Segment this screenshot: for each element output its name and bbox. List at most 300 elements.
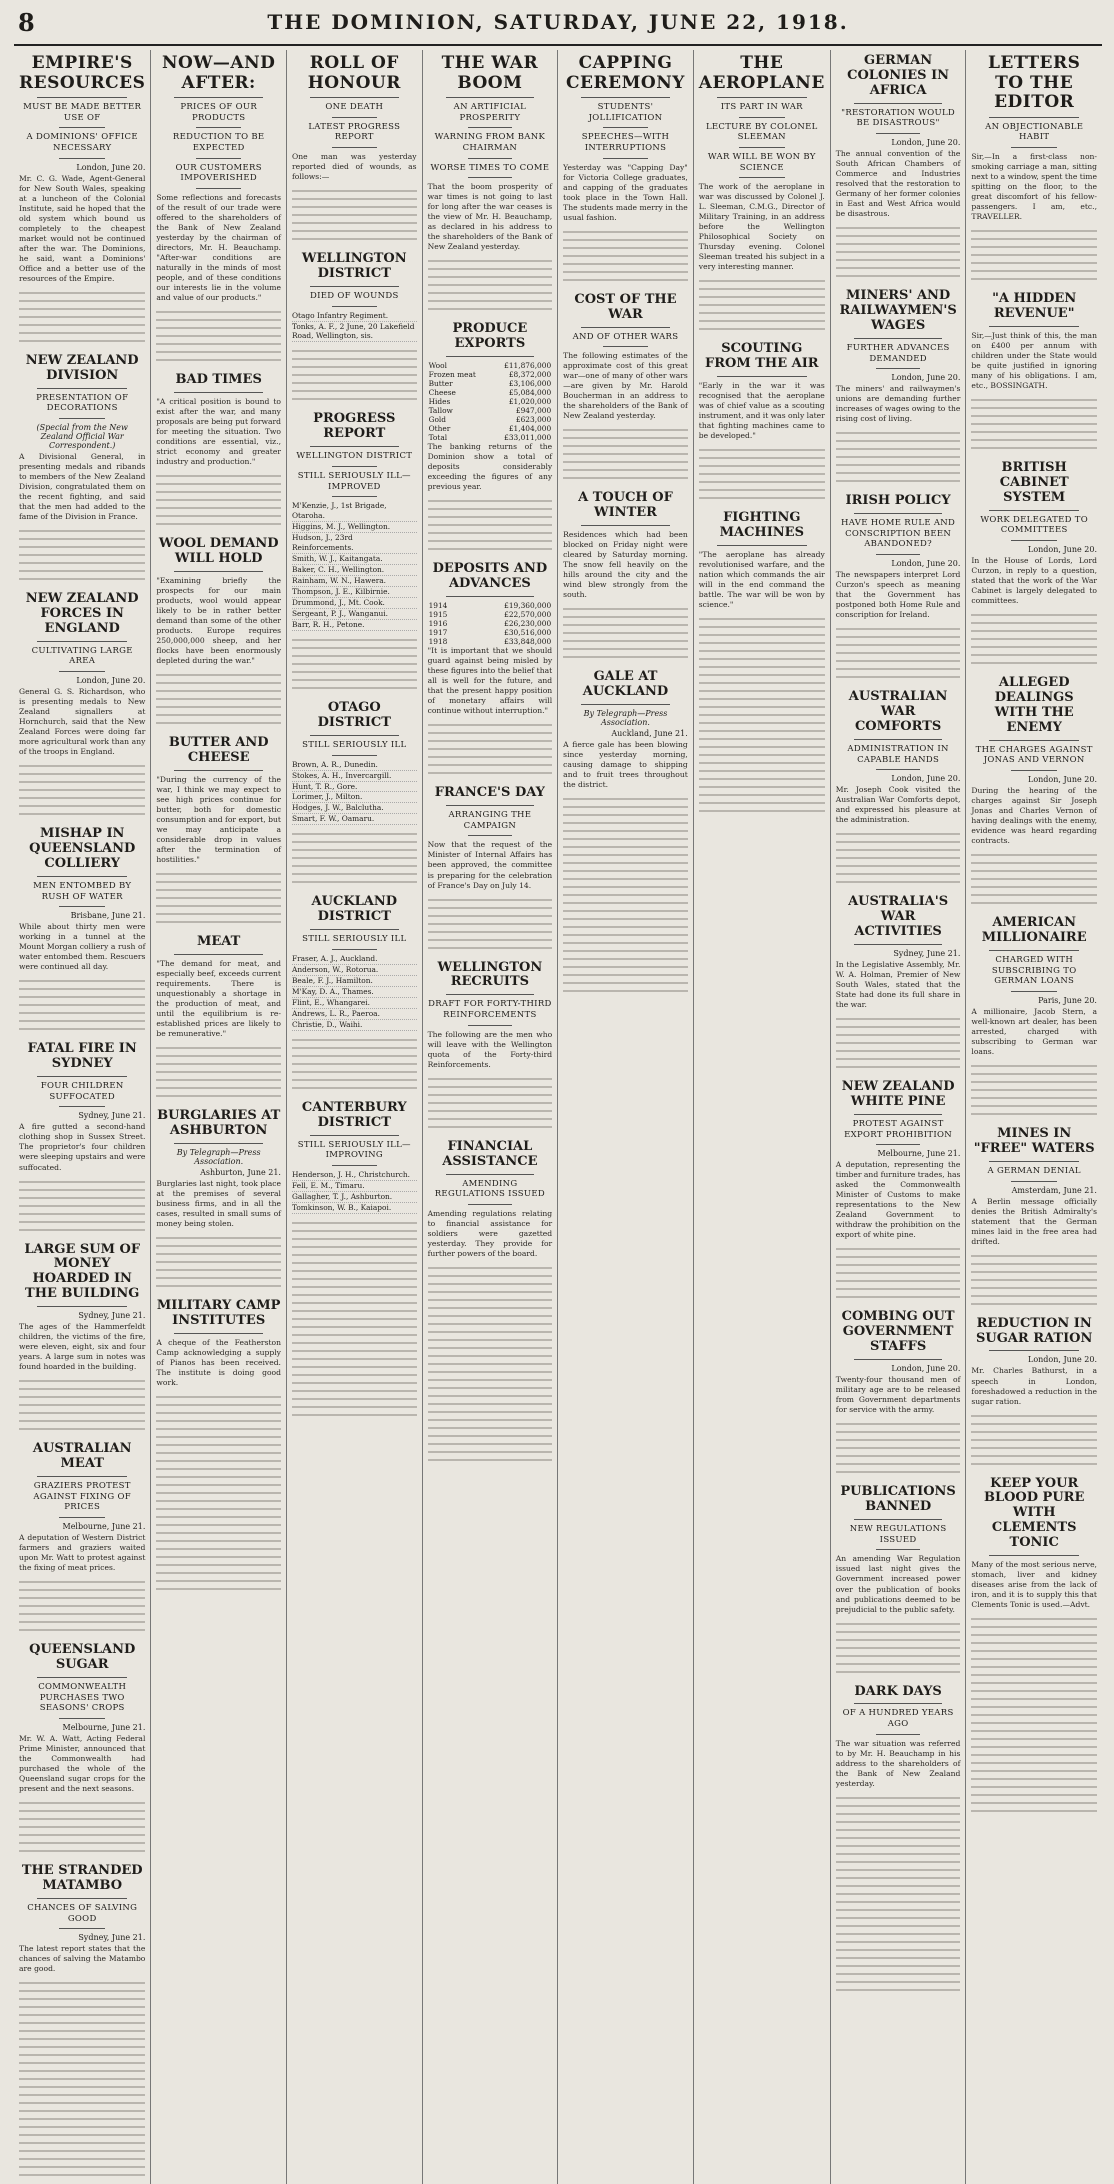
list-item: Hodges, J. W., Balclutha. [292, 803, 417, 814]
list-item: Smith, W. J., Kaitangata. [292, 554, 417, 565]
article [699, 342, 825, 503]
table-row [428, 406, 553, 415]
figures-table [428, 601, 553, 646]
article [971, 1477, 1097, 1813]
subheading-rule [603, 127, 648, 128]
article-subheading: WORK DELEGATED TO COMMITTEES [980, 514, 1088, 536]
article-body: Twenty-four thousand men of military age are to be released from Government departments for service with the army. [835, 1375, 961, 1415]
article-body: Now that the request of the Minister of Internal Affairs has been approved, the committee is preparing for the celebration of France's Day on July 14. [427, 840, 553, 890]
headline-rule [446, 356, 535, 357]
article-headline: COMBING OUT GOVERNMENT STAFFS [841, 1309, 955, 1355]
article-body-lines [292, 1033, 417, 1093]
article-headline: BAD TIMES [175, 372, 262, 388]
article-headline: BURGLARIES AT ASHBURTON [157, 1108, 281, 1139]
article [19, 592, 145, 819]
subheading-rule [468, 177, 513, 178]
subheading-rule [196, 188, 241, 189]
subheading-rule [876, 1549, 921, 1550]
article [428, 1140, 553, 1461]
article-body-lines [971, 1409, 1097, 1469]
article-headline: AUSTRALIA'S WAR ACTIVITIES [848, 894, 949, 940]
table-label: 1915 [428, 610, 448, 620]
article-body: Sir,—In a first-class non-smoking carriage a man, sitting next to a window, spent the time spitting on the floor, to the great discomfort of his fellow-passengers. I am, etc., TRAVELLER. [971, 151, 1097, 221]
article-body: "During the currency of the war, I think we may expect to see high prices continue for butter, both for domestic consumption and for export, but we may anticipate a considerable drop in values after the termination of hostilities." [156, 774, 281, 865]
table-row [428, 610, 553, 619]
article-body-lines [563, 602, 688, 662]
column-8 [966, 50, 1102, 2184]
article-headline: LARGE SUM OF MONEY HOARDED IN THE BUILDING [24, 1241, 141, 1302]
article-body-lines [428, 1072, 553, 1132]
article-headline: EMPIRE'S RESOURCES [19, 53, 146, 93]
article [971, 292, 1097, 453]
article-subheading: NEW REGULATIONS ISSUED [849, 1524, 947, 1545]
article [292, 1101, 417, 1416]
article [699, 511, 825, 812]
article-body-lines [292, 1216, 417, 1416]
headline-rule [854, 739, 943, 740]
article-body: A deputation, representing the timber and furniture trades, has asked the Commonwealth Minister of Customs to make representations to the New Zealand Government to withdraw the prohibition on the export of white pine. [835, 1160, 961, 1240]
list-item: Andrews, L. R., Paeroa. [292, 1009, 417, 1020]
subheading-rule [59, 127, 105, 128]
headline-rule [174, 1143, 263, 1144]
headline-rule [989, 510, 1079, 511]
article-subheading: OF A HUNDRED YEARS AGO [842, 1708, 954, 1730]
article-body-lines [699, 612, 825, 812]
article-body: Mr. C. G. Wade, Agent-General for New South Wales, speaking at a luncheon of the Colonial Institute, said he hoped that the old system which bound us completely to the cheapest market would not be continued after the war. The Dominions, he said, want a Dominions' Office and a better use of the resources of the Empire. [19, 173, 146, 283]
article-headline: BRITISH CABINET SYSTEM [999, 459, 1069, 505]
subheading-rule [332, 755, 377, 756]
article-body-lines [563, 792, 688, 992]
article [563, 670, 688, 992]
article-body-lines [156, 668, 281, 728]
subheading-rule [332, 147, 377, 148]
subheading-rule [876, 1144, 921, 1145]
article-subheading: "RESTORATION WOULD BE DISASTROUS" [841, 107, 956, 129]
subheading-rule [1011, 770, 1057, 771]
article-body: A fire gutted a second-hand clothing shop in Sussex Street. The proprietor's four children were sleeping upstairs and were suffocated. [19, 1122, 146, 1172]
list-item: Drummond, J., Mt. Cook. [292, 598, 417, 609]
table-value: £33,848,000 [504, 637, 552, 647]
article-subheading: STUDENTS' JOLLIFICATION [588, 102, 663, 123]
article-body: Residences which had been blocked on Friday night were cleared by Saturday morning. The snow fell heavily on the hills around the city and the wind blew strongly from the south. [563, 530, 688, 600]
article [19, 1442, 145, 1635]
table-label: 1914 [428, 601, 448, 611]
article-body: The ages of the Hammerfeldt children, the victims of the fire, were eleven, eight, six and four years. A large sum in notes was found hoarded in the building. [19, 1322, 146, 1372]
subheading-rule [876, 554, 921, 555]
headline-rule [581, 525, 670, 526]
headline-rule [310, 929, 399, 930]
article-headline: MEAT [197, 934, 241, 950]
article-body: The annual convention of the South African Chambers of Commerce and Industries resolved that the restoration to Germany of her former colonies in East and West Africa would be disastrous. [835, 149, 961, 219]
article-subheading: ADMINISTRATION IN CAPABLE HANDS [847, 744, 949, 765]
article [428, 322, 553, 554]
article-body: That the boom prosperity of war times is not going to last for long after the war ceases is the view of Mr. H. Beauchamp, as declared in his address to the shareholders of the Bank of New Zealand yesterday. [427, 182, 553, 252]
headline-rule [989, 740, 1079, 741]
article [156, 1109, 281, 1291]
article-body-lines [292, 344, 417, 404]
article-body: A deputation of Western District farmers and graziers waited upon Mr. Watt to protest against the fixing of meat prices. [19, 1533, 146, 1573]
article-subheading: FURTHER ADVANCES DEMANDED [846, 342, 950, 364]
subheading-rule [468, 1204, 513, 1205]
headline-rule [989, 117, 1079, 118]
list-item: M'Kay, D. A., Thames. [292, 987, 417, 998]
article-body: Sir,—Just think of this, the man on £400 per annum with children under the State would be quite justified in ignoring many of his obligations. I am, etc., BOSSINGATH. [971, 330, 1097, 390]
article-headline: DEPOSITS AND ADVANCES [432, 561, 548, 592]
table-value: £33,011,000 [504, 433, 552, 443]
article-headline: AUSTRALIAN WAR COMFORTS [848, 689, 948, 735]
headline-rule [446, 805, 535, 806]
article-body: A fierce gale has been blowing since yesterday morning, causing damage to shipping and to fruit trees throughout the district. [563, 740, 688, 790]
article [19, 827, 145, 1034]
article [836, 1485, 961, 1676]
article [428, 562, 553, 778]
headline-rule [37, 1306, 127, 1307]
article [19, 1643, 145, 1856]
article-dateline: London, June 20. [891, 373, 961, 383]
headline-rule [717, 376, 807, 377]
article-body-lines [19, 1976, 145, 2176]
headline-rule [37, 876, 127, 877]
article-body-lines [971, 393, 1097, 453]
article-dateline: London, June 20. [76, 676, 146, 686]
article-subheading: PROTEST AGAINST EXPORT PROHIBITION [844, 1119, 953, 1140]
subheading-rule [468, 158, 513, 159]
article-headline: PROGRESS REPORT [313, 411, 396, 442]
article-headline: WOOL DEMAND WILL HOLD [158, 536, 279, 566]
article-body: One man was yesterday reported died of wounds, as follows:— [291, 151, 417, 181]
newspaper-title: THE DOMINION, SATURDAY, JUNE 22, 1918. [267, 10, 849, 34]
column-2 [151, 50, 287, 2184]
column-4 [423, 50, 559, 2184]
article-body: In the Legislative Assembly, Mr. W. A. Holman, Premier of New South Wales, stated that the State had done its full share in the war. [835, 960, 961, 1010]
article-headline: NEW ZEALAND WHITE PINE [841, 1079, 955, 1110]
headline-rule [446, 1174, 535, 1175]
subheading-rule [196, 158, 241, 159]
column-5 [558, 50, 694, 2184]
article [836, 895, 961, 1072]
article-subheading: CHANCES OF SALVING GOOD [27, 1902, 138, 1924]
list-item: Tonks, A. F., 2 June, 20 Lakefield Road, Wellington, sis. [292, 322, 417, 343]
article-body-lines [563, 225, 688, 285]
subheading-rule [59, 1517, 105, 1518]
article [836, 1685, 961, 1991]
list-item: Anderson, W., Rotorua. [292, 965, 417, 976]
list-item: Lorimer, J., Milton. [292, 792, 417, 803]
article-body: In the House of Lords, Lord Curzon, in reply to a question, stated that the work of the War Cabinet is largely delegated to committees. [971, 556, 1097, 606]
article-body-lines [971, 608, 1097, 668]
table-row [428, 601, 553, 610]
headline-rule [989, 950, 1079, 951]
article-headline: WELLINGTON RECRUITS [437, 959, 543, 990]
article-body: "The demand for meat, and especially beef, exceeds current requirements. There is unquestionably a shortage in the production of meat, and until the equilibrium is re-established prices are likely to be remunerative." [156, 959, 281, 1039]
article [563, 54, 688, 285]
article-subheading: DIED OF WOUNDS [309, 290, 399, 301]
article-dateline: Melbourne, June 21. [62, 1722, 146, 1732]
article-headline: FRANCE'S DAY [434, 785, 545, 801]
list-item: Higgins, M. J., Wellington. [292, 522, 417, 533]
list-item: Beale, F. J., Hamilton. [292, 976, 417, 987]
newspaper-columns [14, 50, 1102, 1974]
article-body: While about thirty men were working in a tunnel at the Mount Morgan colliery a rush of water entombed them. Rescuers were continued all day. [19, 922, 146, 972]
headline-rule [446, 994, 535, 995]
article-body-lines [292, 633, 417, 693]
list-item: Smart, F. W., Oamaru. [292, 814, 417, 825]
article [156, 1299, 281, 1590]
article-body: A cheque of the Featherston Camp acknowledging a supply of Pianos has been received. The institute is doing good work. [156, 1337, 281, 1388]
article-headline: AMERICAN MILLIONAIRE [981, 915, 1087, 946]
article [292, 252, 417, 404]
subheading-rule [59, 1718, 105, 1719]
headline-rule [37, 388, 127, 389]
article-body-lines [428, 494, 553, 554]
subheading-rule [332, 1165, 377, 1166]
article-body: A Divisional General, in presenting medals and ribands to members of the New Zealand Division, congratulated them on the recent fighting, and said that the men had added to the fame of the Division in France. [19, 451, 146, 521]
article-body: Mr. W. A. Watt, Acting Federal Prime Minister, announced that the Commonwealth had purchased the whole of the Queensland sugar crops for the present and the next seasons. [19, 1733, 146, 1793]
article-headline: MINERS' AND RAILWAYMEN'S WAGES [839, 288, 957, 334]
article [19, 354, 145, 584]
article-body-lines [563, 423, 688, 483]
casualty-list [292, 501, 417, 631]
subheading-rule [603, 346, 648, 347]
article-dateline: Melbourne, June 21. [877, 1149, 961, 1159]
figures-table [428, 361, 553, 442]
article [19, 1042, 145, 1234]
subheading-rule [332, 949, 377, 950]
article-byline: (Special from the New Zealand Official War Correspondent.) [36, 422, 128, 450]
article-subheading: CULTIVATING LARGE AREA [31, 645, 133, 667]
article [836, 690, 961, 887]
article-subheading: DRAFT FOR FORTY-THIRD REINFORCEMENTS [428, 999, 552, 1021]
article-subheading: A GERMAN DENIAL [987, 1165, 1081, 1176]
headline-rule [37, 1898, 127, 1899]
article-headline: THE WAR BOOM [441, 53, 539, 93]
article-body-lines [19, 1796, 145, 1856]
headline-rule [174, 392, 263, 393]
article [292, 701, 417, 887]
article-body-lines [156, 305, 281, 365]
article-body: An amending War Regulation issued last night gives the Government increased power over the publication of books and publications deemed to be prejudicial to the public safety. [835, 1554, 961, 1614]
headline-rule [854, 1703, 943, 1704]
article-body: The banking returns of the Dominion show a total of deposits considerably exceeding the figures of any previous year. [427, 442, 553, 492]
list-item: Baker, C. H., Wellington. [292, 565, 417, 576]
article [428, 786, 553, 952]
list-item: Rainham, W. N., Hawera. [292, 576, 417, 587]
subheading-rule [59, 1928, 105, 1929]
article-body-lines [19, 1575, 145, 1635]
article-body-lines [156, 469, 281, 529]
article-dateline: Ashburton, June 21. [200, 1168, 281, 1178]
article-headline: A TOUCH OF WINTER [578, 490, 673, 521]
article-body-lines [836, 622, 961, 682]
subheading-rule [332, 466, 377, 467]
article-body-lines [428, 1261, 553, 1461]
article-dateline: Sydney, June 21. [893, 949, 961, 959]
article-subheading: LATEST PROGRESS REPORT [308, 121, 401, 143]
article-subheading: PRICES OF OUR PRODUCTS [180, 102, 258, 123]
headline-rule [37, 97, 127, 98]
list-item: Tomkinson, W. B., Kaiapoi. [292, 1203, 417, 1214]
headline-rule [446, 596, 535, 597]
headline-rule [854, 1359, 943, 1360]
column-1 [14, 50, 151, 2184]
list-item: Henderson, J. H., Christchurch. [292, 1170, 417, 1181]
article-headline: PUBLICATIONS BANNED [840, 1484, 956, 1515]
article-dateline: Sydney, June 21. [78, 1311, 146, 1321]
article-body-lines [836, 1012, 961, 1072]
headline-rule [310, 446, 399, 447]
article-body: The newspapers interpret Lord Curzon's speech as meaning that the Government has postponed both Home Rule and conscription for Ireland. [835, 570, 961, 620]
headline-rule [310, 1135, 399, 1136]
headline-rule [717, 545, 807, 546]
article [971, 1127, 1097, 1309]
subheading-rule [59, 671, 105, 672]
article-body: "It is important that we should guard against being misled by these figures into the belief that all is well for the future, and that the present happy position of monetary affairs will continue without interruption." [427, 646, 553, 716]
table-value: £11,876,000 [504, 361, 552, 371]
casualty-list [292, 760, 417, 826]
headline-rule [581, 327, 670, 328]
article-body-lines [156, 1041, 281, 1101]
list-item: Gallagher, T. J., Ashburton. [292, 1192, 417, 1203]
table-row [428, 379, 553, 388]
article-headline: MINES IN "FREE" WATERS [973, 1126, 1095, 1156]
list-item: M'Kenzie, J., 1st Brigade, Otaroha. [292, 501, 417, 522]
article [156, 736, 281, 927]
article-dateline: Brisbane, June 21. [70, 911, 146, 921]
list-item: Christie, D., Waihi. [292, 1020, 417, 1031]
article-body: Many of the most serious nerve, stomach, liver and kidney diseases arise from the lack of iron, and it is to supply this that Clements Tonic is used.—Advt. [971, 1560, 1097, 1610]
table-value: £5,084,000 [508, 388, 552, 398]
table-value: £623,000 [515, 415, 552, 425]
article-headline: KEEP YOUR BLOOD PURE WITH CLEMENTS TONIC [983, 1475, 1085, 1551]
article-body-lines [971, 848, 1097, 908]
article-headline: AUSTRALIAN MEAT [32, 1441, 132, 1472]
article-dateline: London, June 20. [891, 774, 961, 784]
table-row [428, 619, 553, 628]
subheading-rule [59, 1106, 105, 1107]
article [156, 373, 281, 529]
article-body: General G. S. Richardson, who is presenting medals to New Zealand signallers at Hornchurch, said that the New Zealand Forces were doing far more agricultural work than any of the troops in England. [19, 687, 146, 757]
article-subheading: WELLINGTON DISTRICT [296, 451, 413, 462]
article [19, 54, 145, 346]
article [19, 1243, 145, 1435]
page-number: 8 [18, 8, 35, 37]
article-body: During the hearing of the charges against Sir Joseph Jonas and Charles Vernon of having dealings with the enemy, evidence was heard regarding contracts. [971, 786, 1097, 846]
subheading-rule [332, 117, 377, 118]
article-subheading: WAR WILL BE WON BY SCIENCE [707, 151, 816, 173]
article-body-lines [971, 1612, 1097, 1812]
article [971, 461, 1097, 668]
article-body-lines [428, 893, 553, 953]
article-body-lines [971, 1249, 1097, 1309]
article-headline: FINANCIAL ASSISTANCE [442, 1138, 538, 1169]
list-item: Hudson, J., 23rd Reinforcements. [292, 533, 417, 554]
list-item: Thompson, J. E., Kilbirnie. [292, 587, 417, 598]
article-body-lines [971, 224, 1097, 284]
table-row [428, 637, 553, 646]
article-headline: AUCKLAND DISTRICT [311, 894, 397, 925]
article-subheading: STILL SERIOUSLY ILL [302, 934, 407, 945]
article-subheading: STILL SERIOUSLY ILL—IMPROVED [297, 470, 411, 492]
article-headline: REDUCTION IN SUGAR RATION [975, 1315, 1093, 1346]
article-body-lines [428, 718, 553, 778]
column-6 [694, 50, 831, 2184]
article-dateline: London, June 20. [1028, 545, 1097, 555]
table-value: £30,516,000 [504, 628, 552, 638]
article-subheading: WARNING FROM BANK CHAIRMAN [434, 132, 546, 153]
article-subheading: COMMONWEALTH PURCHASES TWO SEASONS' CROPS [38, 1682, 127, 1714]
table-label: 1918 [428, 637, 448, 647]
subheading-rule [1011, 540, 1057, 541]
table-label: Hides [428, 397, 451, 407]
article-subheading: REDUCTION TO BE EXPECTED [172, 132, 265, 153]
article [836, 1310, 961, 1477]
article-headline: CANTERBURY DISTRICT [301, 1099, 407, 1130]
table-row [428, 433, 553, 442]
article [836, 54, 961, 281]
table-label: Tallow [428, 406, 453, 416]
article-body-lines [836, 1417, 961, 1477]
article-body-lines [836, 1242, 961, 1302]
article-dateline: London, June 20. [76, 162, 146, 172]
casualty-list [292, 1170, 417, 1214]
table-row [428, 628, 553, 637]
article-body-lines [19, 974, 145, 1034]
article-body-lines [156, 867, 281, 927]
headline-rule [581, 704, 670, 705]
subheading-rule [876, 368, 921, 369]
table-label: Butter [428, 379, 453, 389]
article-subheading: ARRANGING THE CAMPAIGN [448, 810, 532, 831]
article [156, 54, 281, 365]
article-subheading: CHARGED WITH SUBSCRIBING TO GERMAN LOANS [991, 955, 1077, 987]
subheading-rule [332, 306, 377, 307]
table-value: £26,230,000 [504, 619, 552, 629]
article-body: "Early in the war it was recognised that the aeroplane was of chief value as a scouting instrument, and it was only later that fighting machines came to be developed." [698, 381, 825, 441]
article-body: Amending regulations relating to financial assistance for soldiers were gazetted yesterday. They provide for further powers of the board. [427, 1208, 553, 1258]
article-headline: IRISH POLICY [845, 493, 951, 509]
article-body-lines [19, 1374, 145, 1434]
article-body-lines [19, 1175, 145, 1235]
headline-rule [37, 1677, 127, 1678]
article-headline: NOW—AND AFTER: [161, 53, 276, 93]
table-value: £22,570,000 [504, 610, 552, 620]
list-item: Stokes, A. H., Invercargill. [292, 771, 417, 782]
article-subheading: STILL SERIOUSLY ILL—IMPROVING [297, 1139, 411, 1161]
headline-rule [310, 97, 399, 98]
article-body: A Berlin message officially denies the British Admiralty's statement that the German mines laid in the free area had drifted. [971, 1196, 1097, 1246]
article-body-lines [428, 254, 553, 314]
article-headline: FIGHTING MACHINES [719, 510, 804, 541]
table-row [428, 415, 553, 424]
headline-rule [989, 326, 1079, 327]
article-body: Yesterday was "Capping Day" for Victoria College graduates, and capping of the graduates took place in the Town Hall. The students made merry in the usual fashion. [563, 162, 688, 222]
headline-rule [989, 1555, 1079, 1556]
headline-rule [310, 286, 399, 287]
article-headline: MILITARY CAMP INSTITUTES [156, 1298, 281, 1329]
table-label: 1917 [428, 628, 448, 638]
headline-rule [174, 571, 263, 572]
article-dateline: London, June 20. [1028, 775, 1097, 785]
article-dateline: Melbourne, June 21. [62, 1522, 146, 1532]
subheading-rule [876, 769, 921, 770]
table-label: Cheese [428, 388, 456, 398]
article-body-lines [19, 759, 145, 819]
article-subheading: ITS PART IN WAR [720, 102, 803, 113]
subheading-rule [739, 147, 785, 148]
subheading-rule [332, 496, 377, 497]
article [971, 1317, 1097, 1469]
subheading-rule [1011, 147, 1057, 148]
